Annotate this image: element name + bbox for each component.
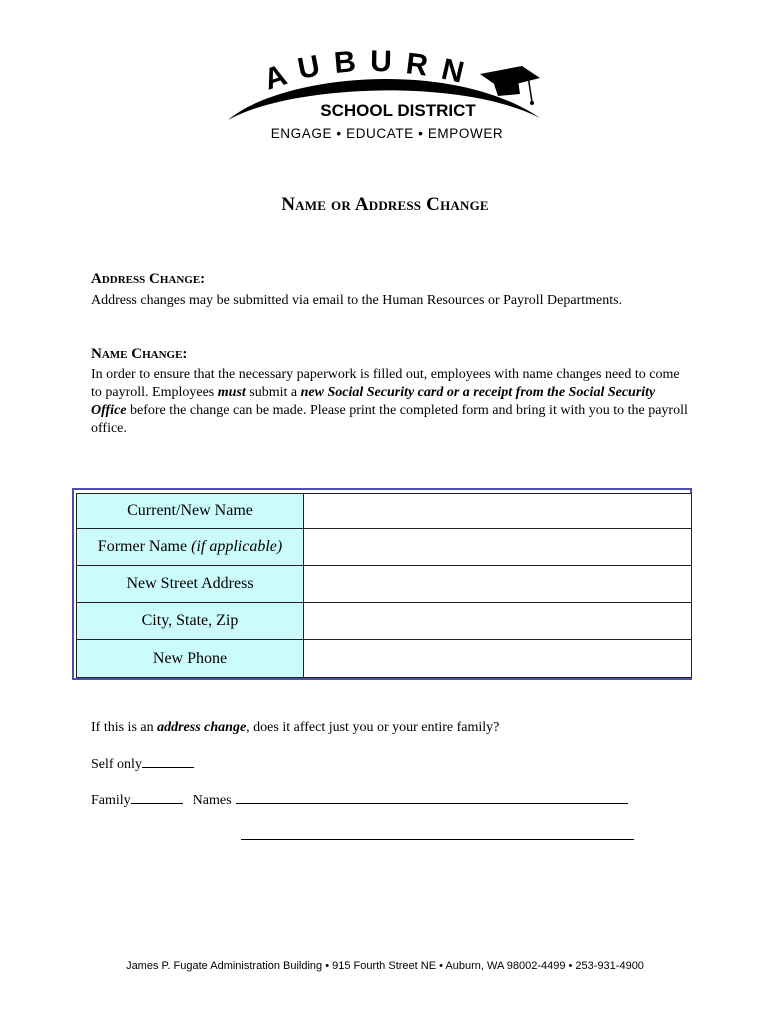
name-change-heading: Name Change: [91, 346, 188, 362]
family-blank[interactable] [131, 791, 183, 804]
table-row [77, 640, 692, 678]
self-only-label: Self only [91, 757, 142, 772]
city-state-zip-field[interactable] [304, 603, 692, 640]
logo-subtitle: SCHOOL DISTRICT [320, 101, 476, 120]
name-change-text: In order to ensure that the necessary paperwork is filled out, employees with name changes need to come to payroll. Employees must submit a new Social Security card or a receipt from the Social Security Office before the change can be made. Please print the completed form and bring it with you to the payroll office. [91, 367, 688, 436]
logo-letter: U [369, 45, 393, 79]
page-title: Name or Address Change [281, 194, 489, 215]
city-state-zip-label: City, State, Zip [77, 603, 304, 640]
family-label: Family [91, 793, 131, 808]
names-blank-1[interactable] [236, 791, 628, 804]
current-name-field[interactable] [304, 494, 692, 529]
table-row [77, 603, 692, 640]
logo-letter: U [295, 49, 323, 86]
address-change-text: Address changes may be submitted via email to the Human Resources or Payroll Departments. [91, 293, 623, 308]
former-name-label: Former Name (if applicable) [77, 529, 304, 566]
logo-letter: A [259, 58, 291, 97]
current-name-label: Current/New Name [77, 494, 304, 529]
change-form-table [76, 493, 692, 678]
footer-address: James P. Fugate Administration Building • 915 Fourth Street NE • Auburn, WA 98002-4499 • 253-931-4900 [126, 960, 644, 972]
former-name-field[interactable] [304, 529, 692, 566]
logo-letter: B [332, 45, 358, 80]
logo-letter: R [404, 47, 430, 83]
family-question: If this is an address change, does it affect just you or your entire family? [91, 720, 500, 735]
names-blank-2[interactable] [241, 839, 634, 840]
self-only-blank[interactable] [142, 755, 194, 768]
address-change-heading: Address Change: [91, 271, 206, 287]
self-only-row [91, 755, 194, 774]
names-label: Names [192, 793, 232, 808]
street-address-field[interactable] [304, 566, 692, 603]
street-address-label: New Street Address [77, 566, 304, 603]
table-row [77, 529, 692, 566]
logo-tagline: ENGAGE • EDUCATE • EMPOWER [270, 126, 504, 141]
table-row [77, 566, 692, 603]
table-row [77, 494, 692, 529]
new-phone-label: New Phone [77, 640, 304, 678]
family-row [91, 791, 628, 810]
new-phone-field[interactable] [304, 640, 692, 678]
logo-letter: N [438, 52, 467, 90]
